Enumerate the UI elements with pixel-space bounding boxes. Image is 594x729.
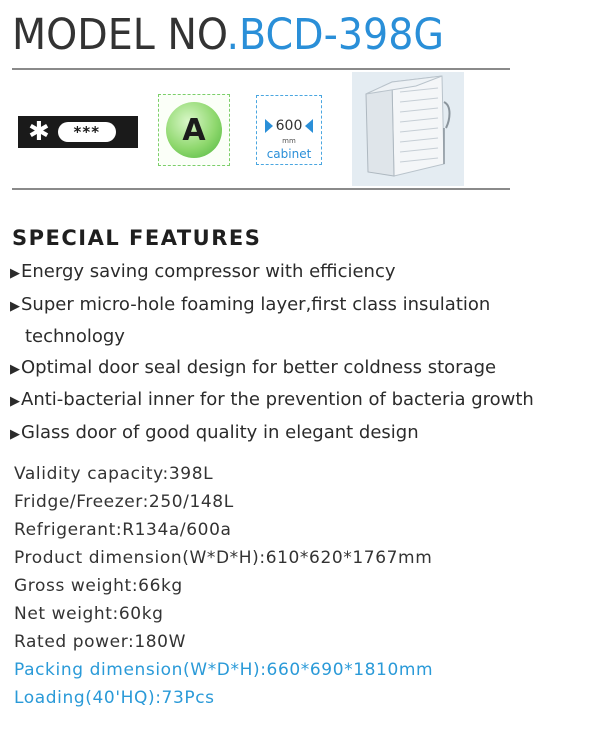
energy-class-letter: A	[182, 112, 206, 148]
triangle-bullet-icon: ▶	[10, 394, 20, 409]
feature-text: Glass door of good quality in elegant design	[21, 421, 419, 443]
cabinet-width-value: 600	[275, 118, 303, 134]
model-number-label: MODEL NO	[12, 10, 227, 60]
feature-item	[10, 418, 592, 451]
specifications-list	[14, 460, 433, 712]
feature-text: Super micro-hole foaming layer,first class insulation	[21, 293, 491, 315]
feature-item	[10, 353, 592, 386]
fridge-cabinet-illustration	[352, 72, 464, 186]
spec-product-dimension: Product dimension(W*D*H):610*620*1767mm	[14, 548, 433, 568]
spec-refrigerant: Refrigerant:R134a/600a	[14, 520, 232, 540]
spec-fridge-freezer: Fridge/Freezer:250/148L	[14, 492, 234, 512]
features-list	[10, 257, 592, 450]
top-divider	[12, 68, 510, 70]
spec-validity-capacity: Validity capacity:398L	[14, 464, 214, 484]
feature-item	[10, 257, 592, 290]
triangle-bullet-icon: ▶	[10, 298, 20, 314]
spec-loading-quantity: Loading(40'HQ):73Pcs	[14, 688, 215, 708]
energy-class-badge	[158, 94, 230, 166]
feature-text-continuation: technology	[25, 326, 125, 347]
feature-item	[10, 290, 592, 353]
spec-rated-power: Rated power:180W	[14, 632, 187, 652]
triangle-bullet-icon: ▶	[10, 361, 20, 377]
feature-text: Energy saving compressor with efficiency	[21, 261, 396, 282]
cabinet-label: cabinet	[266, 147, 312, 161]
feature-item	[10, 385, 592, 418]
spec-net-weight: Net weight:60kg	[14, 604, 164, 624]
snowflake-star-icon: ✱	[28, 117, 50, 147]
fridge-cabinet-image	[352, 72, 464, 186]
spec-gross-weight: Gross weight:66kg	[14, 576, 183, 596]
star-rating-text: ***	[58, 122, 116, 142]
arrow-right-icon	[265, 119, 273, 133]
feature-text: Anti-bacterial inner for the prevention of bacteria growth	[21, 389, 534, 410]
page-title	[12, 10, 445, 60]
feature-text: Optimal door seal design for better coldness storage	[21, 356, 497, 378]
bottom-divider	[12, 188, 510, 190]
title-dot: .	[226, 10, 240, 60]
arrow-left-icon	[305, 119, 313, 133]
triangle-bullet-icon: ▶	[10, 266, 20, 281]
spec-packing-dimension: Packing dimension(W*D*H):660*690*1810mm	[14, 660, 434, 680]
energy-class-circle	[166, 102, 222, 158]
freezer-star-rating-badge	[18, 116, 138, 148]
special-features-heading: SPECIAL FEATURES	[12, 226, 262, 250]
model-number: BCD-398G	[239, 10, 445, 60]
cabinet-width-unit: mm	[282, 137, 296, 145]
triangle-bullet-icon: ▶	[10, 426, 20, 442]
cabinet-width-badge	[256, 95, 322, 165]
